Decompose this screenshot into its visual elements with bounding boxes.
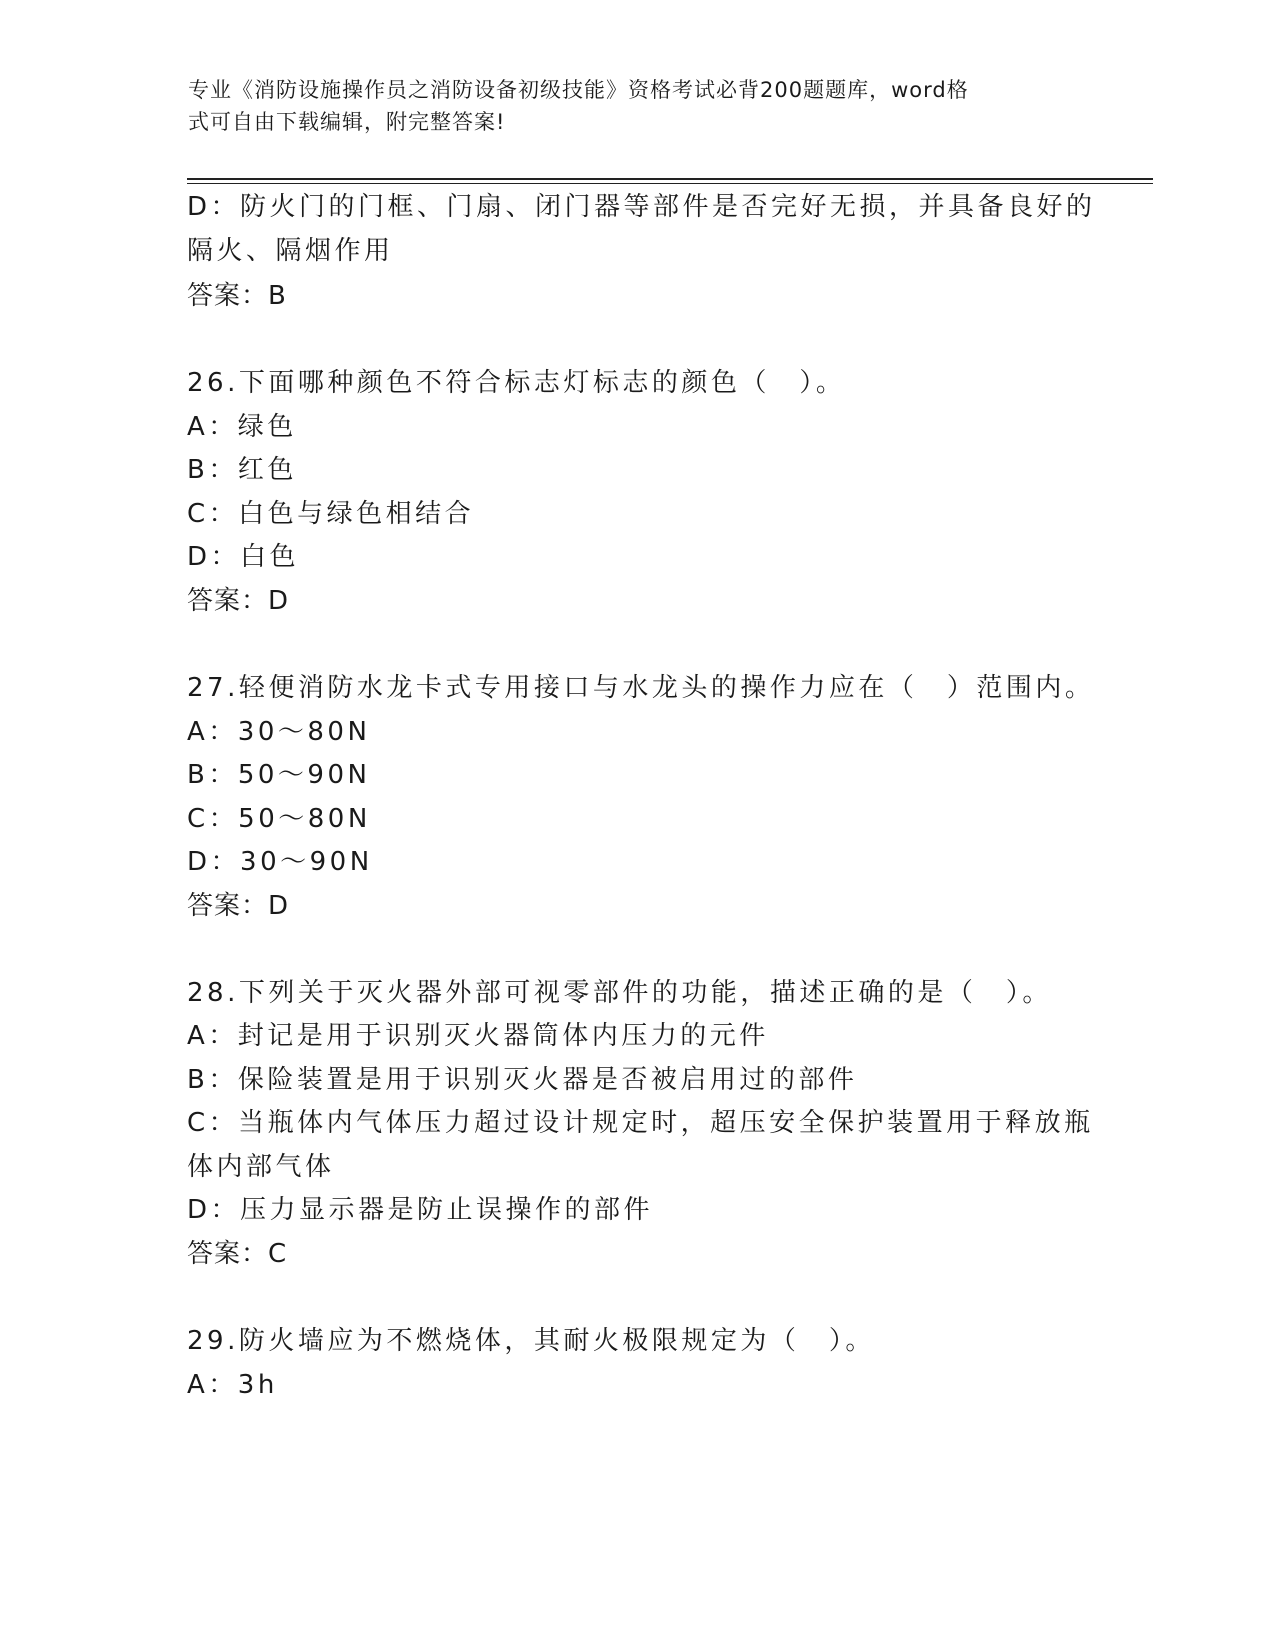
q29-option-a: A：3h <box>187 1370 278 1400</box>
q26-stem: 26.下面哪种颜色不符合标志灯标志的颜色（ ）。 <box>187 368 846 398</box>
q28-option-d: D：压力显示器是防止误操作的部件 <box>187 1195 654 1225</box>
header-rule-thick <box>187 178 1153 180</box>
q26-option-a: A：绿色 <box>187 412 297 442</box>
q27-option-a: A：30～80N <box>187 717 371 747</box>
q25-answer: 答案：B <box>187 281 287 311</box>
q28-stem: 28.下列关于灭火器外部可视零部件的功能，描述正确的是（ ）。 <box>187 978 1052 1008</box>
q27-option-b: B：50～90N <box>187 760 371 790</box>
q27-option-c: C：50～80N <box>187 804 371 834</box>
q28-option-c-line-1: C：当瓶体内气体压力超过设计规定时，超压安全保护装置用于释放瓶 <box>187 1108 1094 1138</box>
header-line-1: 专业《消防设施操作员之消防设备初级技能》资格考试必背200题题库，word格 <box>188 78 969 102</box>
q28-option-c-line-2: 体内部气体 <box>187 1152 335 1182</box>
q25-option-d-line-1: D：防火门的门框、门扇、闭门器等部件是否完好无损，并具备良好的 <box>187 192 1096 222</box>
q29-stem: 29.防火墙应为不燃烧体，其耐火极限规定为（ ）。 <box>187 1326 875 1356</box>
q27-option-d: D：30～90N <box>187 847 373 877</box>
q25-option-d-line-2: 隔火、隔烟作用 <box>187 236 394 266</box>
q26-answer: 答案：D <box>187 586 290 616</box>
q26-option-b: B：红色 <box>187 455 297 485</box>
q28-answer: 答案：C <box>187 1239 288 1269</box>
document-header <box>188 74 1088 138</box>
q26-option-c: C：白色与绿色相结合 <box>187 499 475 529</box>
q28-option-b: B：保险装置是用于识别灭火器是否被启用过的部件 <box>187 1065 858 1095</box>
q26-option-d: D：白色 <box>187 542 300 572</box>
q28-option-a: A：封记是用于识别灭火器筒体内压力的元件 <box>187 1021 769 1051</box>
header-line-2: 式可自由下载编辑，附完整答案! <box>188 110 506 134</box>
header-rule-thin <box>187 183 1153 184</box>
q27-stem: 27.轻便消防水龙卡式专用接口与水龙头的操作力应在（ ）范围内。 <box>187 673 1095 703</box>
q27-answer: 答案：D <box>187 891 290 921</box>
